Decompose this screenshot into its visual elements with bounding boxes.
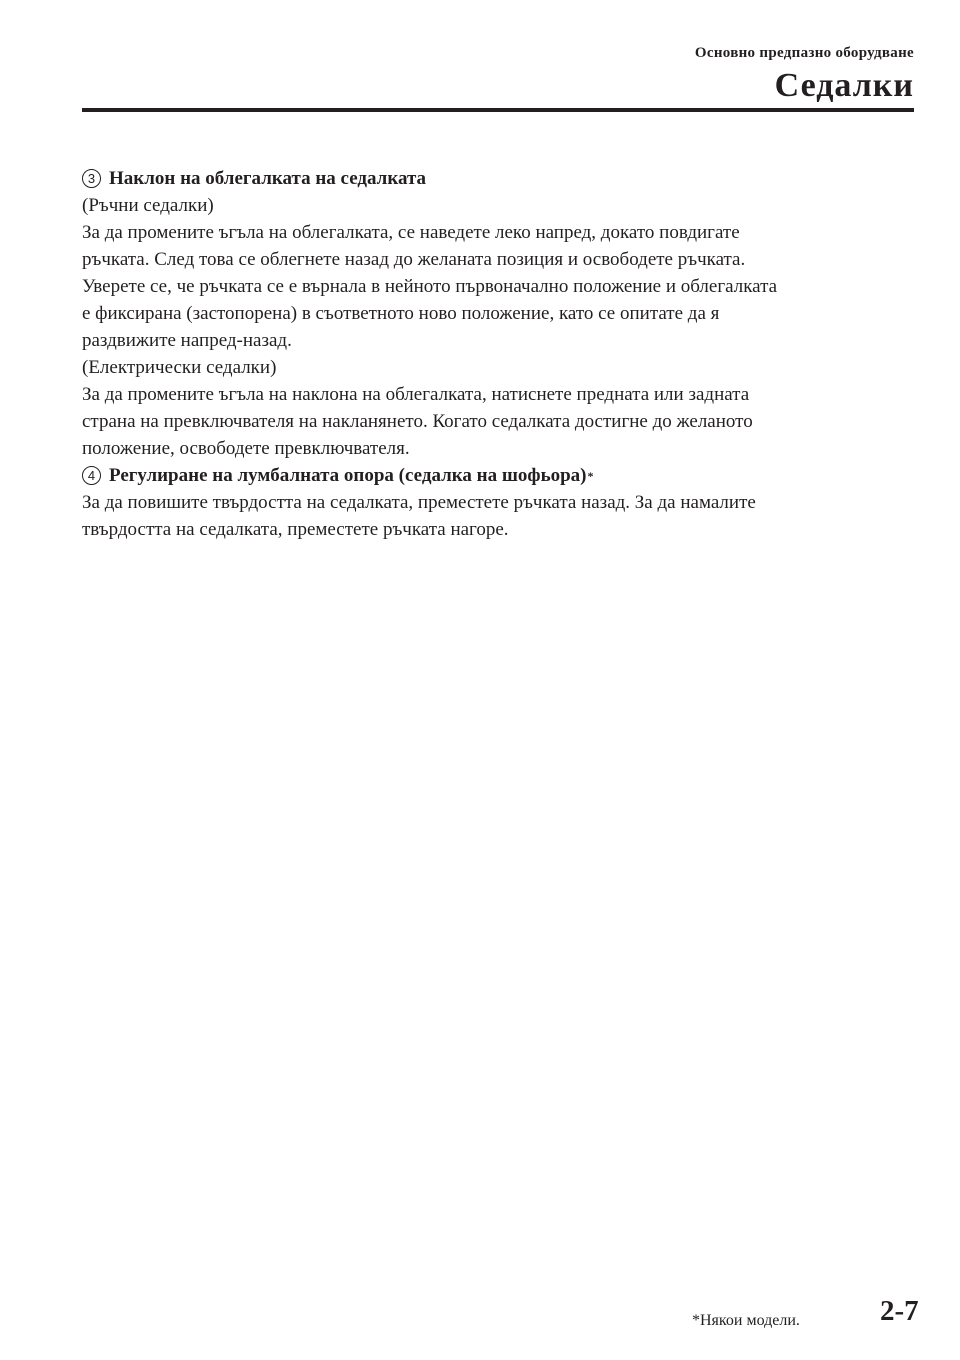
page-number: 2-7 <box>880 1295 919 1327</box>
body-line: За да промените ъгъла на наклона на облегалката, натиснете предната или задната <box>82 384 750 405</box>
footnote: *Някои модели. <box>692 1312 800 1329</box>
body-line: положение, освободете превключвателя. <box>82 438 410 459</box>
item-4-heading: 4 Регулиране на лумбалната опора (седалка на шофьора) * <box>82 462 917 489</box>
circled-number-3-icon: 3 <box>82 169 101 188</box>
body-line: (Ръчни седалки) <box>82 195 214 216</box>
body-line: страна на превключвателя на накланянето. Когато седалката достигне до желаното <box>82 411 753 432</box>
header-divider <box>82 108 914 112</box>
body-line: За да промените ъгъла на облегалката, се наведете леко напред, докато повдигате <box>82 222 740 243</box>
item-3-heading <box>82 165 917 192</box>
body-line: ръчката. След това се облегнете назад до желаната позиция и освободете ръчката. <box>82 249 746 270</box>
body-line: е фиксирана (застопорена) в съответното ново положение, като се опитате да я <box>82 303 720 324</box>
item-4-title: Регулиране на лумбалната опора (седалка на шофьора) <box>109 465 587 486</box>
body-line: (Електрически седалки) <box>82 357 277 378</box>
item-3-title: Наклон на облегалката на седалката <box>109 168 427 189</box>
body-line: За да повишите твърдостта на седалката, преместете ръчката назад. За да намалите <box>82 492 756 513</box>
body-line: Уверете се, че ръчката се е върнала в нейното първоначално положение и облегалката <box>82 276 778 297</box>
circled-number-4-icon: 4 <box>82 466 101 485</box>
body-line: твърдостта на седалката, преместете ръчката нагоре. <box>82 519 509 540</box>
chapter-title: Седалки <box>774 67 914 104</box>
content <box>82 165 917 543</box>
page-header <box>695 44 914 106</box>
section-label: Основно предпазно оборудване <box>694 45 914 61</box>
body-line: раздвижите напред-назад. <box>82 330 292 351</box>
